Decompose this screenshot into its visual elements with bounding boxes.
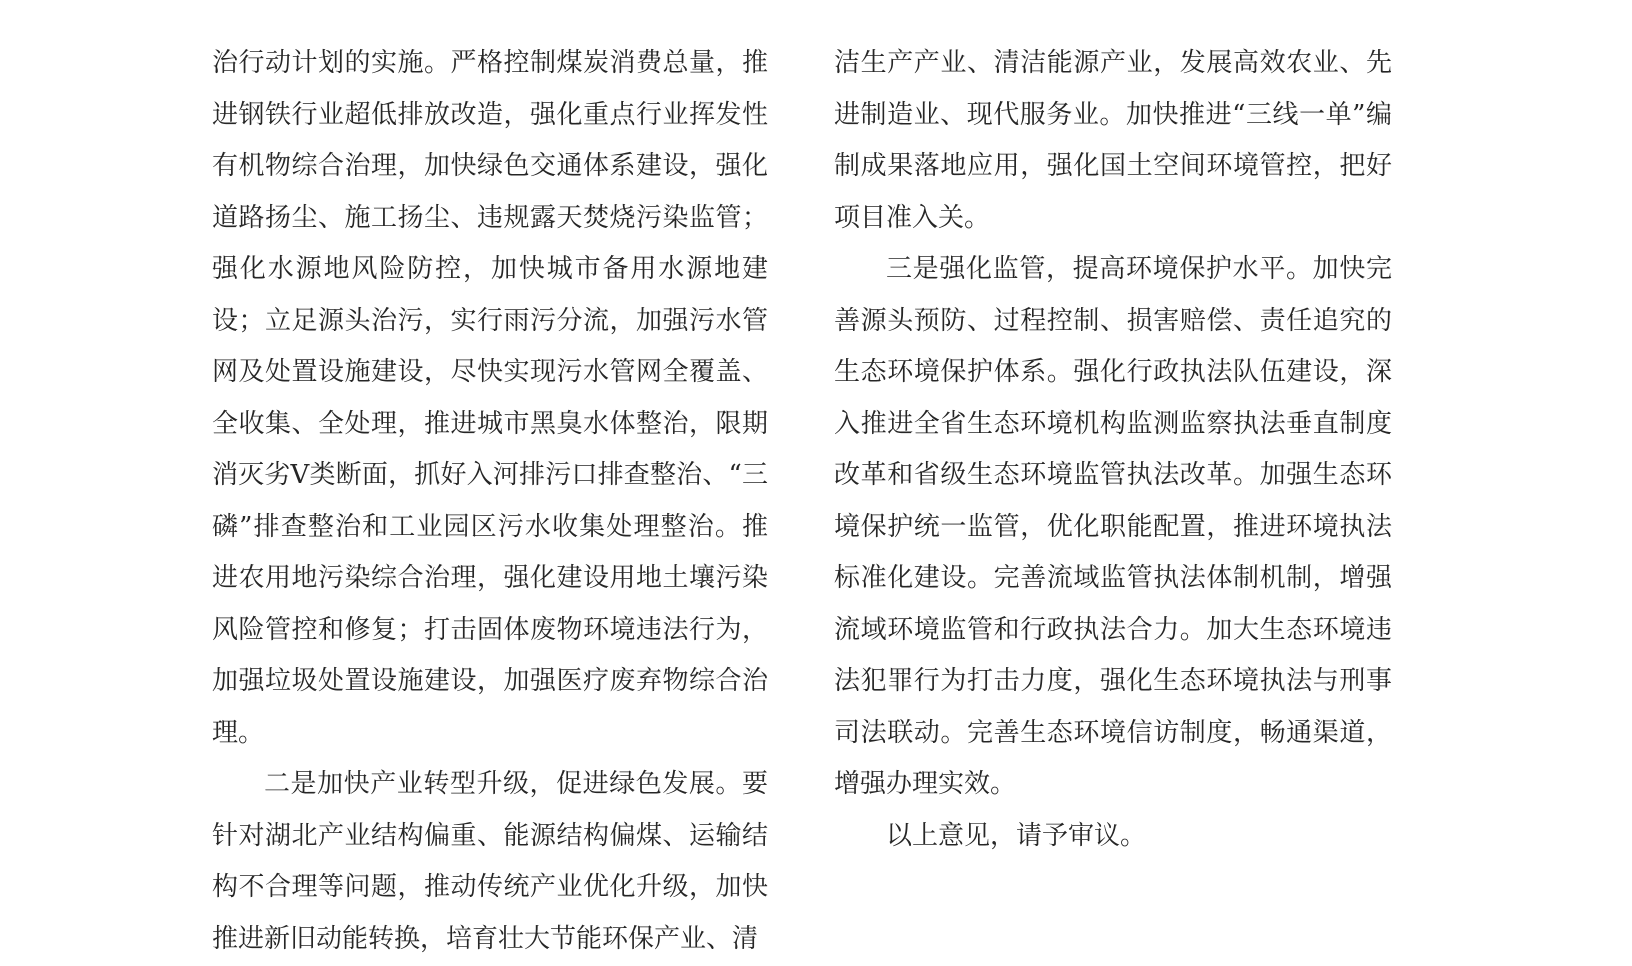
paragraph-continued: 治行动计划的实施。严格控制煤炭消费总量，推进钢铁行业超低排放改造，强化重点行业挥发性有机物综合治理，加快绿色交通体系建设，强化道路扬尘、施工扬尘、违规露天焚烧污染监管；强化水源地风险防控，加快城市备用水源地建设；立足源头治污，实行雨污分流，加强污水管网及处置设施建设，尽快实现污水管网全覆盖、全收集、全处理，推进城市黑臭水体整治，限期消灭劣Ⅴ类断面，抓好入河排污口排查整治、“三磷”排查整治和工业园区污水收集处理整治。推进农用地污染综合治理，强化建设用地土壤污染风险管控和修复；打击固体废物环境违法行为，加强垃圾处置设施建设，加强医疗废弃物综合治理。 — [212, 48, 768, 748]
paragraph-continued-right: 洁生产产业、清洁能源产业，发展高效农业、先进制造业、现代服务业。加快推进“三线一单”编制成果落地应用，强化国土空间环境管控，把好项目准入关。 — [834, 48, 1392, 233]
paragraph-strengthen-supervision: 三是强化监管，提高环境保护水平。加快完善源头预防、过程控制、损害赔偿、责任追究的生态环境保护体系。强化行政执法队伍建设，深入推进全省生态环境机构监测监察执法垂直制度改革和省级生态环境监管执法改革。加强生态环境保护统一监管，优化职能配置，推进环境执法标准化建设。完善流域监管执法体制机制，增强流域环境监管和行政执法合力。加大生态环境违法犯罪行为打击力度，强化生态环境执法与刑事司法联动。完善生态环境信访制度，畅通渠道，增强办理实效。 — [834, 254, 1392, 799]
paragraph-closing: 以上意见，请予审议。 — [886, 820, 1147, 851]
paragraph-industry-transformation: 二是加快产业转型升级，促进绿色发展。要针对湖北产业结构偏重、能源结构偏煤、运输结构不合理等问题，推动传统产业优化升级，加快推进新旧动能转换，培育壮大节能环保产业、清 — [212, 769, 768, 954]
right-column — [834, 38, 1392, 862]
left-column — [212, 38, 768, 965]
